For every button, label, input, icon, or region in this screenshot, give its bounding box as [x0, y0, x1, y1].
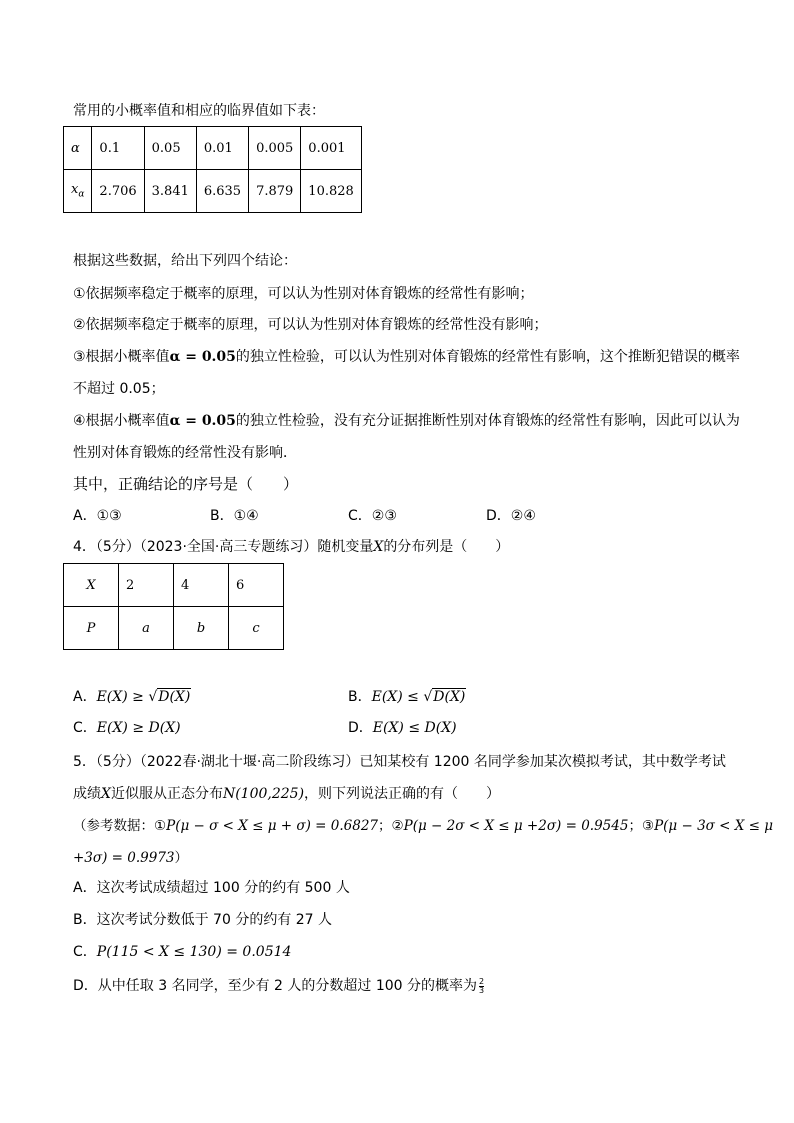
table-row	[64, 170, 362, 213]
q5-stem: 5．（5分）（2022春·湖北十堰·高二阶段练习）已知某校有 1200 名同学参加某次模拟考试，其中数学考试	[73, 754, 726, 770]
conclusion-3-cont: 不超过 0.05；	[73, 381, 165, 397]
q5-option-b[interactable]: B．这次考试分数低于 70 分的约有 27 人	[73, 912, 333, 928]
table-intro-text: 常用的小概率值和相应的临界值如下表：	[73, 103, 325, 119]
table-header-cell: X	[64, 564, 119, 607]
table-header-cell: P	[64, 607, 119, 650]
conclusion-4-cont: 性别对体育锻炼的经常性没有影响．	[73, 445, 297, 461]
conclusion-3: ③根据小概率值α = 0.05的独立性检验，可以认为性别对体育锻炼的经常性有影响，这个推断犯错误的概率	[73, 349, 740, 365]
conclusion-1: ①依据频率稳定于概率的原理，可以认为性别对体育锻炼的经常性有影响；	[73, 286, 534, 302]
q3-option-b[interactable]: B．①④	[210, 508, 259, 524]
q5-option-a[interactable]: A．这次考试成绩超过 100 分的约有 500 人	[73, 880, 350, 896]
conclusion-4: ④根据小概率值α = 0.05的独立性检验，没有充分证据推断性别对体育锻炼的经常性有影响，因此可以认为	[73, 413, 740, 429]
q4-option-c[interactable]: C．E(X) ≥ D(X)	[73, 720, 181, 736]
q5-reference-data: （参考数据：①P(μ − σ < X ≤ μ + σ) = 0.6827；②P(μ − 2σ < X ≤ μ +2σ) = 0.9545；③P(μ − 3σ < X ≤ μ	[73, 818, 774, 834]
q5-option-c[interactable]: C．P(115 < X ≤ 130) = 0.0514	[73, 944, 292, 960]
table-cell: c	[229, 607, 284, 650]
table-cell: 0.05	[144, 127, 196, 170]
table-cell: 10.828	[301, 170, 362, 213]
table-row	[64, 127, 362, 170]
table-header-cell: α	[64, 127, 92, 170]
conclusion-2: ②依据频率稳定于概率的原理，可以认为性别对体育锻炼的经常性没有影响；	[73, 317, 548, 333]
table-cell: 2.706	[92, 170, 144, 213]
q3-option-d[interactable]: D．②④	[486, 508, 536, 524]
table-row	[64, 564, 284, 607]
distribution-table	[63, 563, 284, 650]
table-cell: 0.001	[301, 127, 362, 170]
q3-option-a[interactable]: A．①③	[73, 508, 122, 524]
table-cell: 0.005	[249, 127, 301, 170]
q5-reference-data-cont: +3σ) = 0.9973）	[73, 850, 189, 866]
table-cell: b	[174, 607, 229, 650]
table-header-cell: $x_\alpha$	[64, 170, 92, 213]
table-row	[64, 607, 284, 650]
critical-value-table	[63, 126, 362, 213]
table-cell: 6.635	[196, 170, 248, 213]
q3-option-c[interactable]: C．②③	[348, 508, 397, 524]
conclusions-intro: 根据这些数据，给出下列四个结论：	[73, 253, 297, 269]
q4-option-d[interactable]: D．E(X) ≤ D(X)	[348, 720, 457, 736]
q4-stem: 4．（5分）（2023·全国·高三专题练习）随机变量X的分布列是（ ）	[73, 539, 510, 555]
table-cell: 7.879	[249, 170, 301, 213]
table-cell: a	[119, 607, 174, 650]
q5-stem-cont: 成绩X近似服从正态分布N(100,225)，则下列说法正确的有（ ）	[73, 786, 501, 802]
table-cell: 4	[174, 564, 229, 607]
q4-option-b[interactable]: B．E(X) ≤ √D(X)	[348, 689, 466, 705]
q3-question: 其中，正确结论的序号是（ ）	[73, 475, 299, 493]
table-cell: 0.01	[196, 127, 248, 170]
q4-option-a[interactable]: A．E(X) ≥ √D(X)	[73, 689, 191, 705]
fraction: $\frac{2}{3}$	[479, 976, 485, 995]
q5-option-d[interactable]: D．从中任取 3 名同学，至少有 2 人的分数超过 100 分的概率为 $\frac{2}{3}$	[73, 976, 485, 995]
table-cell: 3.841	[144, 170, 196, 213]
table-cell: 0.1	[92, 127, 144, 170]
table-cell: 2	[119, 564, 174, 607]
table-cell: 6	[229, 564, 284, 607]
